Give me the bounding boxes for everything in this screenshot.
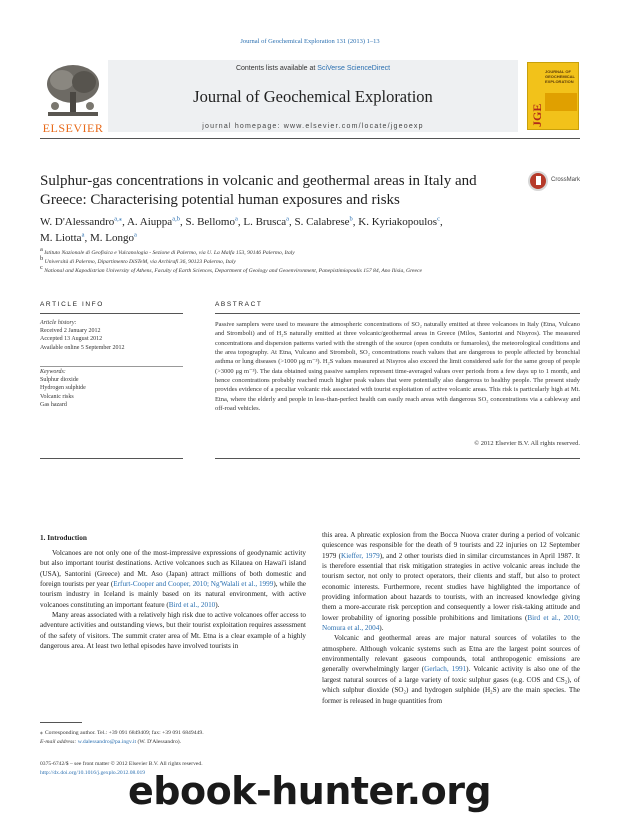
crossmark-badge[interactable] — [528, 170, 580, 192]
author-affil-mark[interactable]: c — [437, 215, 440, 223]
keyword: Sulphur dioxide — [40, 377, 79, 384]
article-info-divider — [40, 366, 183, 367]
journal-cover-thumbnail[interactable] — [527, 62, 579, 130]
history-received: Received 2 January 2012 — [40, 328, 101, 335]
crossmark-icon — [528, 171, 548, 191]
abstract-copyright: © 2012 Elsevier B.V. All rights reserved. — [474, 440, 580, 447]
keywords-label: Keywords: — [40, 369, 66, 375]
abstract-text: Passive samplers were used to measure the atmospheric concentrations of SO₂ naturally emitted at three volcanoes in Italy (Etna, Vulcano and Stromboli) and of H₂S naturally emitted at three volcanic/geothermal areas in Greece (Milos, Santorini and Nisyros). The measured concentrations and dispersion patterns varied with the strength of the source (open conduits or fumaroles), the meteorological conditions and the area topography. At Etna, Vulcano and Stromboli, SO₂ concentrations reach values that are dangerous to people affected by bronchial asthma or lung diseases (>1000 μg m⁻³). H₂S values measured at Nisyros also exceed the limit considered safe for the same group of people (>3000 μg m⁻³). The data obtained using passive samplers represent time-averaged values over periods from a few days up to 1 month, and hence concentrations probably reached much higher peak values that were potentially also dangerous to healthy people. The present study provides evidence of a peculiar volcanic risk associated with tourist exploitation of active volcanic areas. This risk is particularly high at Mt. Etna, where the elderly and people in less-than-perfect health can easily reach areas with dangerous SO₂ concentrations via a cableway and off-road vehicles. — [215, 321, 580, 413]
journal-reference[interactable]: Journal of Geochemical Exploration 131 (2013) 1–13 — [240, 38, 380, 45]
cover-abbrev: JGE — [530, 103, 544, 127]
author: L. Brusca$^a$, — [243, 215, 295, 228]
footnote-rule — [40, 722, 82, 723]
affiliation: $^a$ Istituto Nazionale di Geofisica e Vulcanologia - Sezione di Palermo, via U. La Malfa 153, 90146 Palermo, Italy — [40, 246, 295, 256]
author-list — [40, 214, 580, 246]
history-label: Article history: — [40, 320, 77, 326]
sciencedirect-link[interactable]: SciVerse ScienceDirect — [317, 65, 391, 72]
author: M. Liotta$^a$, — [40, 231, 90, 244]
author-affil-mark[interactable]: b — [349, 215, 353, 223]
article-title: Sulphur-gas concentrations in volcanic and geothermal areas in Italy and Greece: Characterising potential human exposures and risks — [40, 173, 477, 208]
author-affil-mark[interactable]: a — [234, 215, 238, 223]
cover-graphic — [545, 93, 577, 111]
author-affil-mark[interactable]: a — [133, 231, 137, 239]
author-affil-mark[interactable]: a,b — [172, 215, 180, 223]
body-column-left — [40, 548, 306, 651]
affiliation: $^c$ National and Kapodistrian University of Athens, Faculty of Earth Sciences, Department of Geology and Geoenvironment, Panepistimiopoulis 157 84, Ano Ilisia, Greece — [40, 264, 422, 274]
journal-homepage — [108, 123, 518, 130]
paragraph: this area. A phreatic explosion from the Bocca Nuova crater during a period of volcanic quiescence was responsible for the death of 9 tourists and 22 injuries on 12 September 1979 (Kieffer, 1979), and 2 other tourists died in similar circumstances in April 1987. It is therefore essential that risk mitigation strategies in active volcanic areas include the tourism sector, not only to protect operators, their clients and staff, but also to protect economic interests. Furthermore, recent studies have highlighted the importance of providing information about hazards to tourists, with an increased knowledge giving them a more-accurate risk perception and consequently a lower risk-taking attitude and lower probability of ignoring possible prohibitions and limitations (Bird et al., 2010; Nomura et al., 2004). — [322, 531, 580, 633]
corresponding-author-footnote — [40, 729, 306, 746]
article-history — [40, 319, 183, 352]
abstract-bottom-rule — [215, 458, 580, 459]
citation-link[interactable]: Erfurt-Cooper and Cooper, 2010; Ng'Walali et al., 1999 — [113, 580, 274, 589]
cover-title: JOURNAL OF GEOCHEMICAL EXPLORATION — [545, 69, 575, 84]
footnote-star: ⁎ — [40, 730, 43, 736]
paragraph: Volcanoes are not only one of the most-impressive expressions of geodynamic activity but also important tourist destinations. Active volcanoes such as Kilauea on Hawai'i island (USA), Santorini (Greece) and Mt. Aso (Japan) attract millions of both domestic and foreign tourists per year (Erfurt-Cooper and Cooper, 2010; Ng'Walali et al., 1999), while the tourism industry in Iceland is mainly based on its natural environment, with active volcanoes constituting an important feature (Bird et al., 2010). — [40, 549, 306, 609]
elsevier-wordmark: ELSEVIER — [42, 121, 104, 135]
body-column-right — [322, 530, 580, 706]
crossmark-label: CrossMark — [551, 177, 581, 183]
paragraph: Many areas associated with a relatively high risk due to active volcanoes offer access to adventure activities and outstanding views, but their tourist exploitation requires assessment of the safety of visitors. The summit crater area of Mt. Etna is a clear example of a highly dangerous area. At least two lethal episodes have involved tourists in — [40, 611, 306, 651]
author-affil-mark[interactable]: a — [81, 231, 85, 239]
email-label: E-mail address: — [40, 738, 78, 745]
footnote-contact: Corresponding author. Tel.: +39 091 6849409; fax: +39 091 6849449. — [44, 730, 204, 736]
paragraph: Volcanic and geothermal areas are major natural sources of volatiles to the atmosphere. Although volcanic systems such as Etna are the largest point sources of environmentally relevant gaseous compounds, total anthropogenic emissions are generally overwhelmingly larger (Gerlach, 1991). Volcanic activity is also one of the largest natural sources of a large variety of toxic sulphur gases (e.g. COS and CS₂), of which sulphur dioxide (SO₂) and hydrogen sulphide (H₂S) are the main species. The former is released in huge quantities from — [322, 634, 580, 705]
author: S. Calabrese$^b$, — [294, 215, 359, 228]
author: A. Aiuppa$^{a,b}$, — [126, 215, 186, 228]
header-rule — [40, 138, 580, 139]
citation-link[interactable]: Bird et al., 2010 — [168, 600, 216, 609]
keyword: Volcanic risks — [40, 393, 74, 400]
homepage-url[interactable]: www.elsevier.com/locate/jgeoexp — [283, 123, 424, 130]
article-info-rule — [40, 313, 183, 314]
journal-title: Journal of Geochemical Exploration — [193, 87, 433, 106]
author: W. D'Alessandro$^{a,⁎}$, — [40, 215, 127, 228]
keyword: Hydrogen sulphide — [40, 385, 86, 392]
introduction-heading: 1. Introduction — [40, 533, 87, 542]
citation-link[interactable]: Bird et al., 2010; Nomura et al., 2004 — [322, 613, 580, 633]
keyword: Gas hazard — [40, 401, 67, 408]
keywords — [40, 368, 183, 409]
author: M. Longo$^a$ — [89, 231, 137, 244]
author-affil-mark[interactable]: a,⁎ — [114, 215, 123, 223]
author-affil-mark[interactable]: a — [286, 215, 290, 223]
history-accepted: Accepted 13 August 2012 — [40, 336, 103, 343]
affiliation: $^b$ Università di Palermo, Dipartimento DiSTeM, via Archirafi 36, 90123 Palermo, Italy — [40, 255, 236, 265]
article-info-heading: ARTICLE INFO — [40, 301, 104, 308]
author: S. Bellomo$^a$, — [185, 215, 244, 228]
history-online: Available online 5 September 2012 — [40, 344, 125, 351]
doi-link[interactable]: http://dx.doi.org/10.1016/j.gexplo.2012.08.019 — [40, 769, 146, 776]
citation-link[interactable]: Kieffer, 1979 — [341, 551, 380, 560]
article-info-bottom-rule — [40, 458, 183, 459]
author-email-link[interactable]: w.dalessandro@pa.ingv.it — [77, 738, 137, 745]
affiliations — [40, 246, 580, 276]
email-suffix: (W. D'Alessandro). — [136, 738, 182, 745]
abstract-rule — [215, 313, 580, 314]
contents-available-line — [108, 65, 518, 72]
contents-prefix: Contents lists available at — [235, 65, 318, 72]
author: K. Kyriakopoulos$^c$, — [358, 215, 443, 228]
citation-link[interactable]: Gerlach, 1991 — [424, 665, 467, 674]
front-matter-line: 0375-6742/$ – see front matter © 2012 Elsevier B.V. All rights reserved. — [40, 761, 203, 767]
watermark: ebook-hunter.org — [128, 769, 492, 813]
homepage-prefix: journal homepage: — [202, 123, 284, 130]
abstract-heading: ABSTRACT — [215, 301, 263, 308]
